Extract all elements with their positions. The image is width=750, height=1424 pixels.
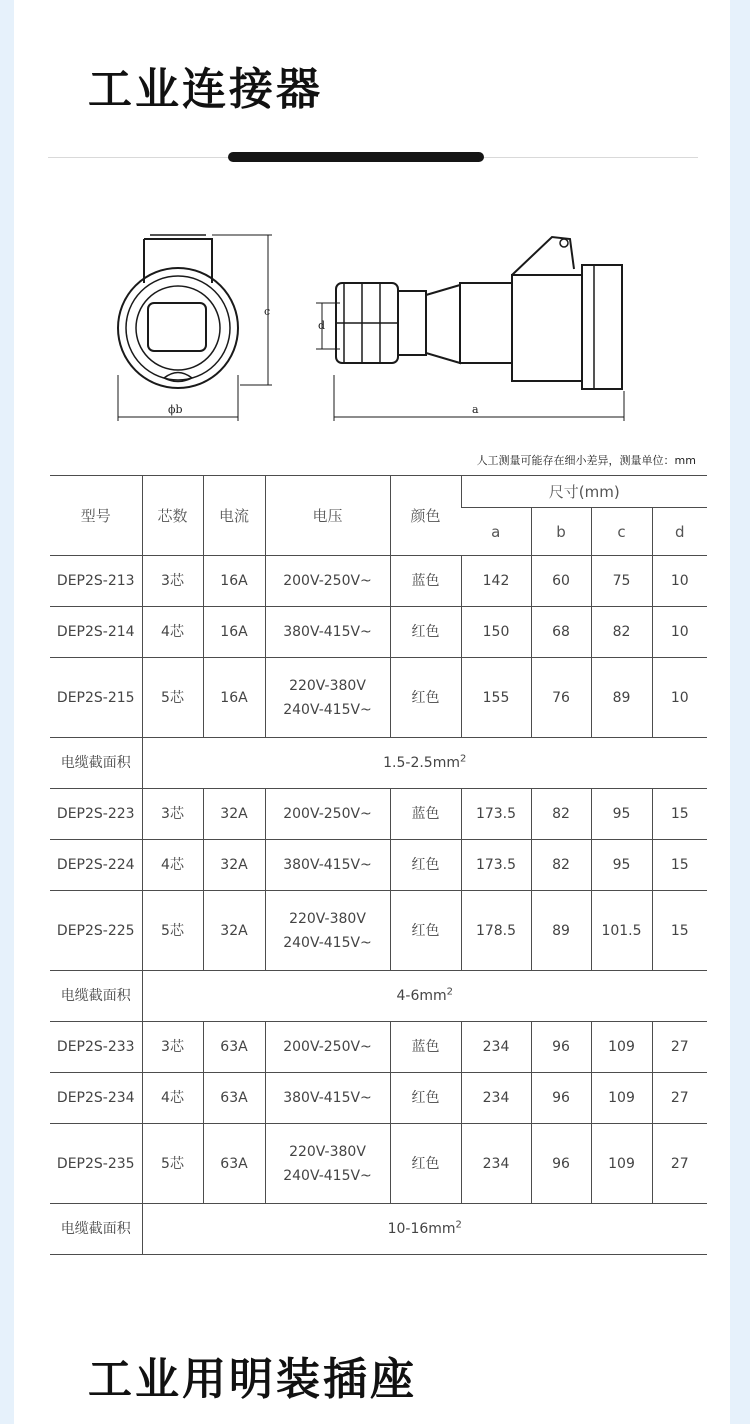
dim-a-cell: 155	[461, 658, 531, 738]
table-row	[50, 607, 707, 658]
dim-b-cell: 82	[531, 840, 591, 891]
dim-c-cell: 109	[591, 1124, 652, 1204]
cable-unit-superscript: 2	[455, 1219, 462, 1231]
voltage-cell	[265, 658, 390, 738]
cable-section-value	[142, 971, 707, 1022]
color-cell: 红色	[390, 607, 461, 658]
model-cell: DEP2S-233	[50, 1022, 142, 1073]
color-cell: 蓝色	[390, 789, 461, 840]
dim-a-cell: 173.5	[461, 789, 531, 840]
dim-a-cell: 173.5	[461, 840, 531, 891]
color-cell: 红色	[390, 1124, 461, 1204]
voltage-cell	[265, 556, 390, 607]
dim-b-cell: 89	[531, 891, 591, 971]
voltage-line-1: 220V-380V	[289, 677, 366, 694]
model-cell: DEP2S-223	[50, 789, 142, 840]
dim-d-cell: 27	[652, 1073, 707, 1124]
table-row	[50, 1073, 707, 1124]
header-size: 尺寸(mm)	[461, 476, 707, 508]
header-b: b	[531, 508, 591, 556]
cable-section-value	[142, 738, 707, 789]
cores-cell: 3芯	[142, 789, 203, 840]
header-model: 型号	[50, 476, 142, 556]
current-cell: 16A	[203, 607, 265, 658]
model-cell: DEP2S-235	[50, 1124, 142, 1204]
front-view	[118, 235, 238, 388]
voltage-cell	[265, 607, 390, 658]
voltage-cell	[265, 840, 390, 891]
cores-cell: 3芯	[142, 1022, 203, 1073]
current-cell: 32A	[203, 789, 265, 840]
cable-section-label: 电缆截面积	[50, 971, 142, 1022]
front-dimension-lines	[118, 235, 272, 421]
dim-d-cell: 15	[652, 891, 707, 971]
dim-d-cell: 27	[652, 1124, 707, 1204]
header-d: d	[652, 508, 707, 556]
cable-section-row	[50, 1204, 707, 1255]
voltage-line-1: 220V-380V	[289, 1143, 366, 1160]
model-cell: DEP2S-214	[50, 607, 142, 658]
section-title: 工业连接器	[88, 64, 323, 115]
dim-b-cell: 82	[531, 789, 591, 840]
cable-section-text: 10-16mm	[387, 1221, 456, 1237]
color-cell: 蓝色	[390, 1022, 461, 1073]
cable-section-label: 电缆截面积	[50, 738, 142, 789]
voltage-line-1: 200V-250V~	[283, 806, 372, 822]
side-view	[336, 237, 622, 389]
cores-cell: 5芯	[142, 658, 203, 738]
dim-d-cell: 10	[652, 607, 707, 658]
table-row	[50, 658, 707, 738]
dim-a-cell: 178.5	[461, 891, 531, 971]
color-cell: 红色	[390, 891, 461, 971]
voltage-line-1: 380V-415V~	[283, 624, 372, 640]
table-row	[50, 1022, 707, 1073]
voltage-line-1: 380V-415V~	[283, 1090, 372, 1106]
cores-cell: 3芯	[142, 556, 203, 607]
model-cell: DEP2S-234	[50, 1073, 142, 1124]
current-cell: 32A	[203, 891, 265, 971]
dim-a-cell: 142	[461, 556, 531, 607]
dim-label-c: c	[264, 305, 271, 318]
current-cell: 63A	[203, 1022, 265, 1073]
spec-table-body	[50, 476, 707, 1255]
dim-d-cell: 15	[652, 840, 707, 891]
dim-label-phi-b: ϕb	[168, 403, 183, 416]
voltage-line-2: 240V-415V~	[283, 701, 372, 718]
cable-section-row	[50, 738, 707, 789]
table-header-row	[50, 476, 707, 508]
cable-section-text: 1.5-2.5mm	[383, 755, 460, 771]
cable-section-value	[142, 1204, 707, 1255]
dim-c-cell: 101.5	[591, 891, 652, 971]
header-c: c	[591, 508, 652, 556]
dim-d-cell: 10	[652, 556, 707, 607]
dim-a-cell: 234	[461, 1022, 531, 1073]
model-cell: DEP2S-224	[50, 840, 142, 891]
voltage-line-2: 240V-415V~	[283, 1167, 372, 1184]
table-row	[50, 891, 707, 971]
color-cell: 蓝色	[390, 556, 461, 607]
dim-b-cell: 76	[531, 658, 591, 738]
table-row	[50, 1124, 707, 1204]
dim-a-cell: 150	[461, 607, 531, 658]
table-row	[50, 789, 707, 840]
dim-d-cell: 10	[652, 658, 707, 738]
voltage-line-1: 200V-250V~	[283, 573, 372, 589]
table-row	[50, 556, 707, 607]
dim-c-cell: 95	[591, 840, 652, 891]
dim-c-cell: 89	[591, 658, 652, 738]
model-cell: DEP2S-225	[50, 891, 142, 971]
voltage-line-1: 200V-250V~	[283, 1039, 372, 1055]
cable-section-row	[50, 971, 707, 1022]
dim-d-cell: 15	[652, 789, 707, 840]
current-cell: 63A	[203, 1124, 265, 1204]
spec-table	[50, 475, 707, 1255]
current-cell: 63A	[203, 1073, 265, 1124]
model-cell: DEP2S-215	[50, 658, 142, 738]
dim-c-cell: 95	[591, 789, 652, 840]
voltage-line-1: 220V-380V	[289, 910, 366, 927]
current-cell: 32A	[203, 840, 265, 891]
voltage-cell	[265, 789, 390, 840]
voltage-line-1: 380V-415V~	[283, 857, 372, 873]
header-voltage: 电压	[265, 476, 390, 556]
dim-b-cell: 60	[531, 556, 591, 607]
table-row	[50, 840, 707, 891]
dim-b-cell: 96	[531, 1022, 591, 1073]
color-cell: 红色	[390, 658, 461, 738]
dim-c-cell: 109	[591, 1022, 652, 1073]
dim-a-cell: 234	[461, 1073, 531, 1124]
header-color: 颜色	[390, 476, 461, 556]
dim-a-cell: 234	[461, 1124, 531, 1204]
cores-cell: 4芯	[142, 1073, 203, 1124]
voltage-cell	[265, 1124, 390, 1204]
dim-b-cell: 68	[531, 607, 591, 658]
cores-cell: 4芯	[142, 840, 203, 891]
measurement-note: 人工测量可能存在细小差异，测量单位：mm	[476, 454, 696, 467]
dim-b-cell: 96	[531, 1073, 591, 1124]
current-cell: 16A	[203, 556, 265, 607]
cores-cell: 4芯	[142, 607, 203, 658]
cable-section-text: 4-6mm	[396, 988, 447, 1004]
current-cell: 16A	[203, 658, 265, 738]
dim-label-a: a	[472, 403, 479, 416]
header-a: a	[461, 508, 531, 556]
cable-section-label: 电缆截面积	[50, 1204, 142, 1255]
cores-cell: 5芯	[142, 1124, 203, 1204]
voltage-cell	[265, 1022, 390, 1073]
dim-d-cell: 27	[652, 1022, 707, 1073]
cable-unit-superscript: 2	[446, 986, 454, 998]
dim-c-cell: 82	[591, 607, 652, 658]
color-cell: 红色	[390, 840, 461, 891]
dim-c-cell: 109	[591, 1073, 652, 1124]
dim-c-cell: 75	[591, 556, 652, 607]
model-cell: DEP2S-213	[50, 556, 142, 607]
voltage-line-2: 240V-415V~	[283, 934, 372, 951]
dim-label-d: d	[318, 319, 326, 332]
cable-unit-superscript: 2	[459, 753, 467, 765]
header-cores: 芯数	[142, 476, 203, 556]
dim-b-cell: 96	[531, 1124, 591, 1204]
color-cell: 红色	[390, 1073, 461, 1124]
next-section-title: 工业用明装插座	[88, 1354, 417, 1405]
cores-cell: 5芯	[142, 891, 203, 971]
voltage-cell	[265, 891, 390, 971]
connector-dimension-diagram	[100, 225, 660, 425]
header-current: 电流	[203, 476, 265, 556]
voltage-cell	[265, 1073, 390, 1124]
title-underline-bar	[228, 152, 484, 162]
